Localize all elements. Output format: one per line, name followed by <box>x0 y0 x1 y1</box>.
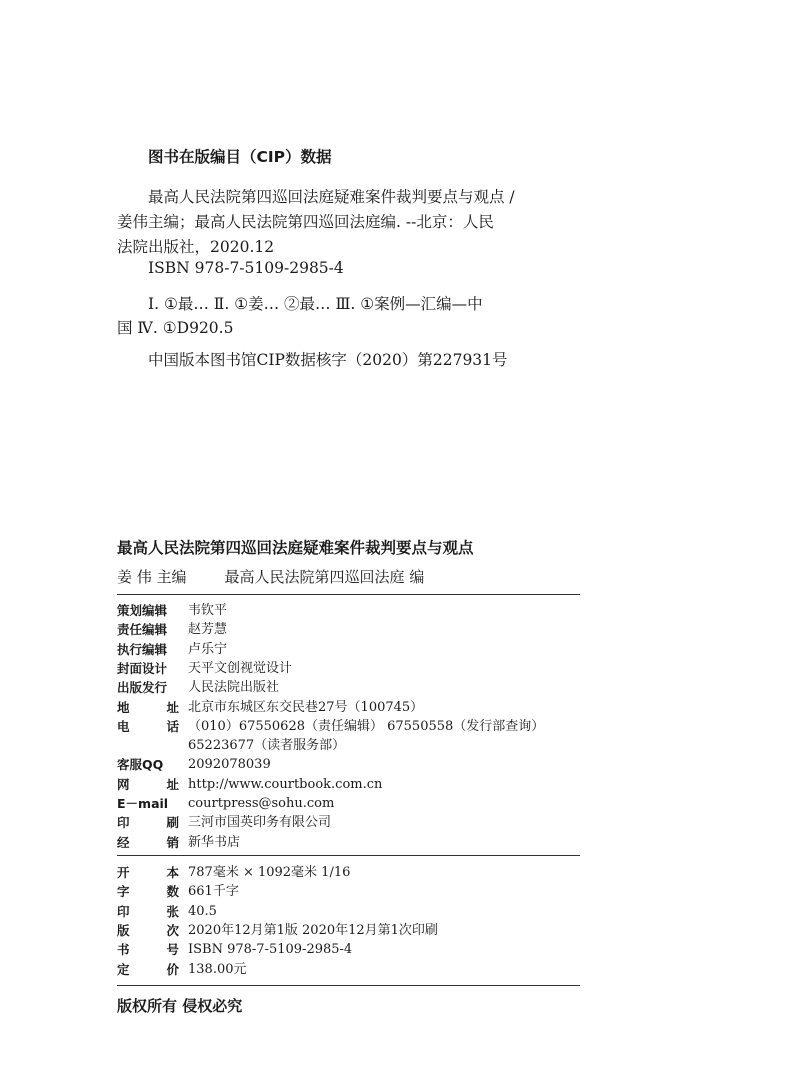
spec-value: 661千字 <box>188 884 239 900</box>
credit-label: 网 址 <box>117 776 179 792</box>
credit-label: 地 址 <box>117 699 179 715</box>
credit-value: 三河市国英印务有限公司 <box>188 815 332 831</box>
credit-label: 封面设计 <box>117 660 168 676</box>
chief-editor: 姜 伟 主编 <box>117 568 187 586</box>
credit-label: 出版发行 <box>117 680 168 696</box>
credit-value: （010）67550628（责任编辑） 67550558（发行部查询） <box>188 718 545 734</box>
credit-value: http://www.courtbook.com.cn <box>188 776 383 792</box>
cip-classification-line-2: 国 Ⅳ. ①D920.5 <box>117 319 234 337</box>
cip-record-number: 中国版本图书馆CIP数据核字（2020）第227931号 <box>148 351 508 369</box>
credit-value: 卢乐宁 <box>188 641 228 657</box>
spec-label: 定 价 <box>117 961 179 977</box>
credit-label: E－mail <box>117 796 169 811</box>
credit-label: 经 销 <box>117 834 179 850</box>
divider-middle <box>117 855 580 856</box>
cip-title-line-2: 姜伟主编；最高人民法院第四巡回法庭编. --北京：人民 <box>117 213 494 231</box>
cip-heading: 图书在版编目（CIP）数据 <box>148 148 332 166</box>
editors-line <box>117 566 424 587</box>
cip-title-line-1: 最高人民法院第四巡回法庭疑难案件裁判要点与观点 / <box>148 188 515 206</box>
credit-label: 印 刷 <box>117 815 179 831</box>
credit-label: 客服QQ <box>117 757 164 773</box>
credit-value: 2092078039 <box>188 757 271 773</box>
credit-label: 执行编辑 <box>117 641 168 657</box>
divider-bottom <box>117 985 580 986</box>
credit-value: 新华书店 <box>188 834 241 850</box>
spec-label: 版 次 <box>117 922 179 938</box>
spec-label: 开 本 <box>117 865 179 880</box>
credit-label: 责任编辑 <box>117 622 168 638</box>
credit-value: 人民法院出版社 <box>188 680 280 696</box>
spec-label: 印 张 <box>117 903 179 919</box>
divider-top <box>117 594 580 595</box>
cip-isbn: ISBN 978-7-5109-2985-4 <box>148 259 344 277</box>
spec-value: 138.00元 <box>188 961 247 977</box>
spec-value: 2020年12月第1版 2020年12月第1次印刷 <box>188 922 438 938</box>
credit-value: 韦钦平 <box>188 603 228 618</box>
credit-label: 策划编辑 <box>117 603 168 618</box>
cip-classification-line-1: Ⅰ. ①最… Ⅱ. ①姜… ②最… Ⅲ. ①案例—汇编—中 <box>148 295 483 313</box>
credit-value: 65223677（读者服务部） <box>188 738 346 754</box>
credit-value: courtpress@sohu.com <box>188 796 335 811</box>
credit-label: 电 话 <box>117 718 179 734</box>
cip-title-line-3: 法院出版社，2020.12 <box>117 238 275 256</box>
credit-value: 北京市东城区东交民巷27号（100745） <box>188 699 424 715</box>
copyright-notice: 版权所有 侵权必究 <box>117 997 243 1015</box>
credit-value: 天平文创视觉设计 <box>188 660 293 676</box>
spec-label: 字 数 <box>117 884 179 900</box>
book-title: 最高人民法院第四巡回法庭疑难案件裁判要点与观点 <box>117 539 474 557</box>
spec-label: 书 号 <box>117 942 179 958</box>
spec-value: 787毫米 × 1092毫米 1/16 <box>188 865 351 880</box>
spec-value: ISBN 978-7-5109-2985-4 <box>188 942 353 958</box>
spec-value: 40.5 <box>188 903 217 919</box>
credit-value: 赵芳慧 <box>188 622 228 638</box>
compiler: 最高人民法院第四巡回法庭 编 <box>224 568 425 586</box>
